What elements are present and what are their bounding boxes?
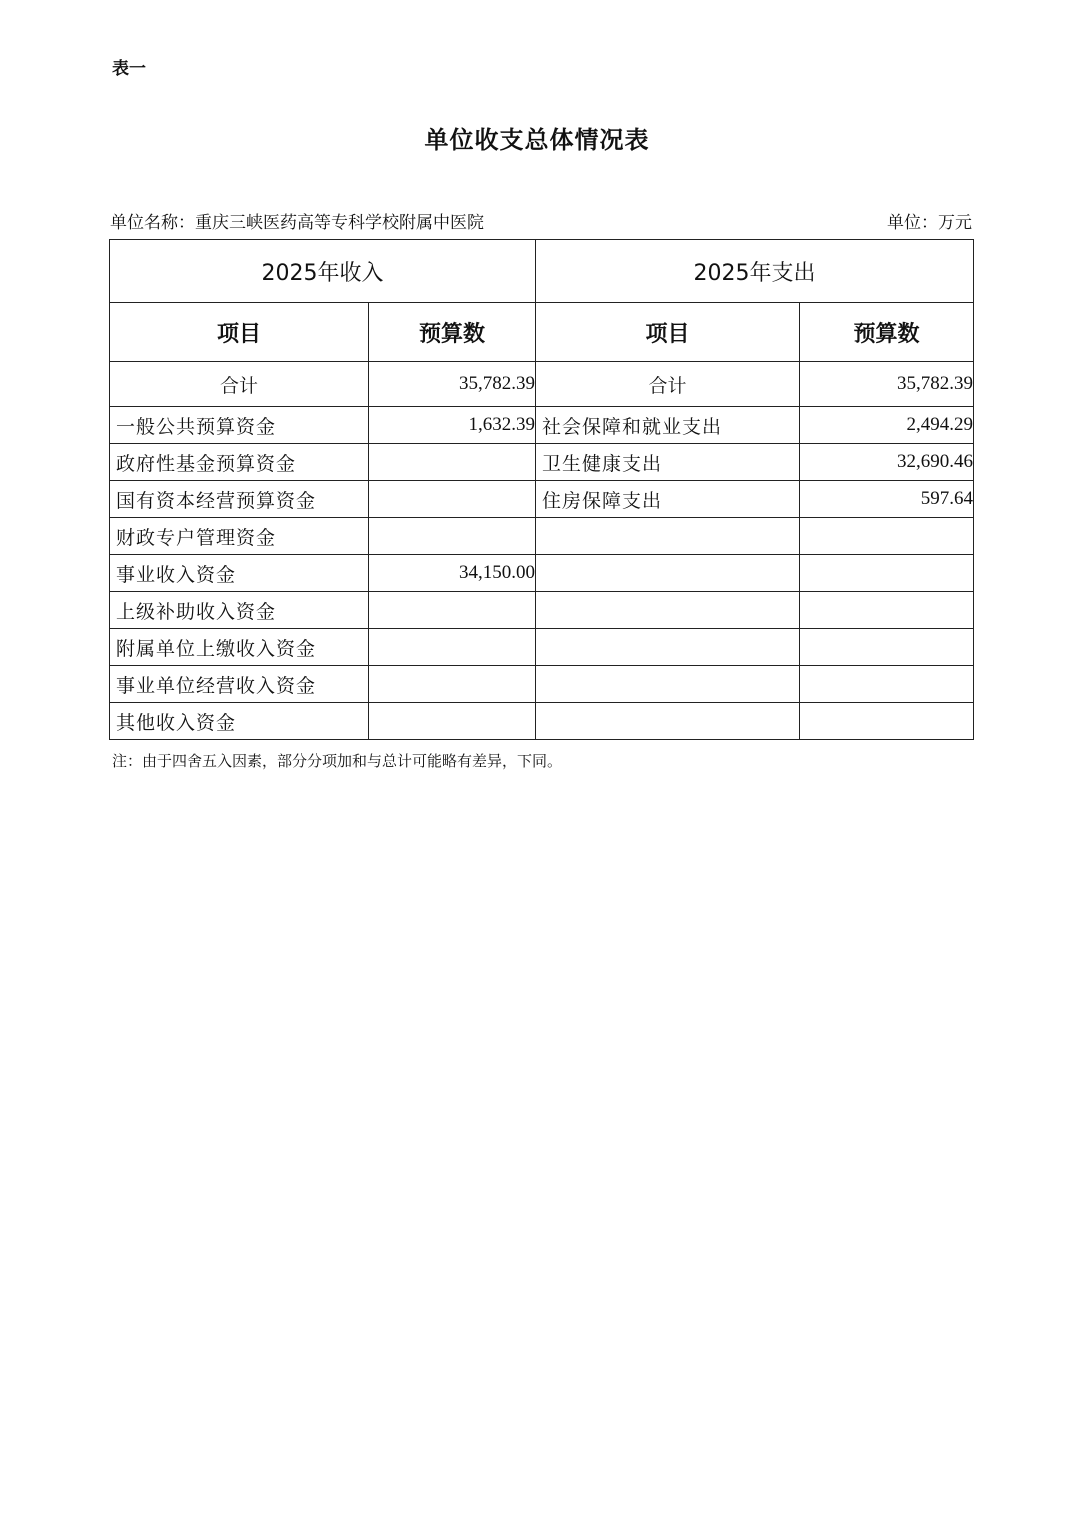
expense-budget-header: 预算数 (800, 303, 974, 362)
income-value (369, 629, 536, 666)
expense-item (536, 592, 800, 629)
table-row (110, 407, 974, 444)
expense-value: 2,494.29 (800, 407, 974, 444)
expense-value (800, 666, 974, 703)
unit-label: 单位：万元 (887, 213, 972, 233)
expense-total-label: 合计 (536, 362, 800, 407)
table-row (110, 666, 974, 703)
income-total-label: 合计 (110, 362, 369, 407)
expense-item: 社会保障和就业支出 (536, 407, 800, 444)
expense-total-value: 35,782.39 (800, 362, 974, 407)
expense-item (536, 703, 800, 740)
income-item: 政府性基金预算资金 (110, 444, 369, 481)
table-row (110, 629, 974, 666)
income-value (369, 518, 536, 555)
page-title: 单位收支总体情况表 (424, 126, 650, 154)
income-header: 2025年收入 (110, 240, 536, 303)
expense-value (800, 629, 974, 666)
income-value (369, 444, 536, 481)
income-value (369, 592, 536, 629)
income-item: 事业单位经营收入资金 (110, 666, 369, 703)
income-item: 其他收入资金 (110, 703, 369, 740)
table-row (110, 518, 974, 555)
page-label: 表一 (112, 59, 146, 79)
income-value (369, 703, 536, 740)
income-item-header: 项目 (110, 303, 369, 362)
expense-item (536, 555, 800, 592)
expense-value: 597.64 (800, 481, 974, 518)
expense-value: 32,690.46 (800, 444, 974, 481)
expense-value (800, 703, 974, 740)
expense-item (536, 518, 800, 555)
income-item: 事业收入资金 (110, 555, 369, 592)
income-value: 34,150.00 (369, 555, 536, 592)
total-row (110, 362, 974, 407)
expense-header: 2025年支出 (536, 240, 974, 303)
table-row (110, 703, 974, 740)
table-row (110, 444, 974, 481)
expense-item: 卫生健康支出 (536, 444, 800, 481)
expense-value (800, 518, 974, 555)
income-value (369, 666, 536, 703)
expense-value (800, 555, 974, 592)
income-item: 一般公共预算资金 (110, 407, 369, 444)
income-value: 1,632.39 (369, 407, 536, 444)
table-row (110, 555, 974, 592)
income-total-value: 35,782.39 (369, 362, 536, 407)
expense-item (536, 666, 800, 703)
income-budget-header: 预算数 (369, 303, 536, 362)
income-item: 财政专户管理资金 (110, 518, 369, 555)
header-row-main (110, 240, 974, 303)
expense-item (536, 629, 800, 666)
expense-item-header: 项目 (536, 303, 800, 362)
expense-value (800, 592, 974, 629)
income-item: 上级补助收入资金 (110, 592, 369, 629)
income-item: 附属单位上缴收入资金 (110, 629, 369, 666)
header-row-sub (110, 303, 974, 362)
table-row (110, 481, 974, 518)
income-value (369, 481, 536, 518)
unit-name: 单位名称：重庆三峡医药高等专科学校附属中医院 (110, 213, 484, 233)
income-item: 国有资本经营预算资金 (110, 481, 369, 518)
budget-table (109, 239, 974, 740)
table-row (110, 592, 974, 629)
expense-item: 住房保障支出 (536, 481, 800, 518)
footnote: 注：由于四舍五入因素，部分分项加和与总计可能略有差异，下同。 (112, 752, 563, 770)
